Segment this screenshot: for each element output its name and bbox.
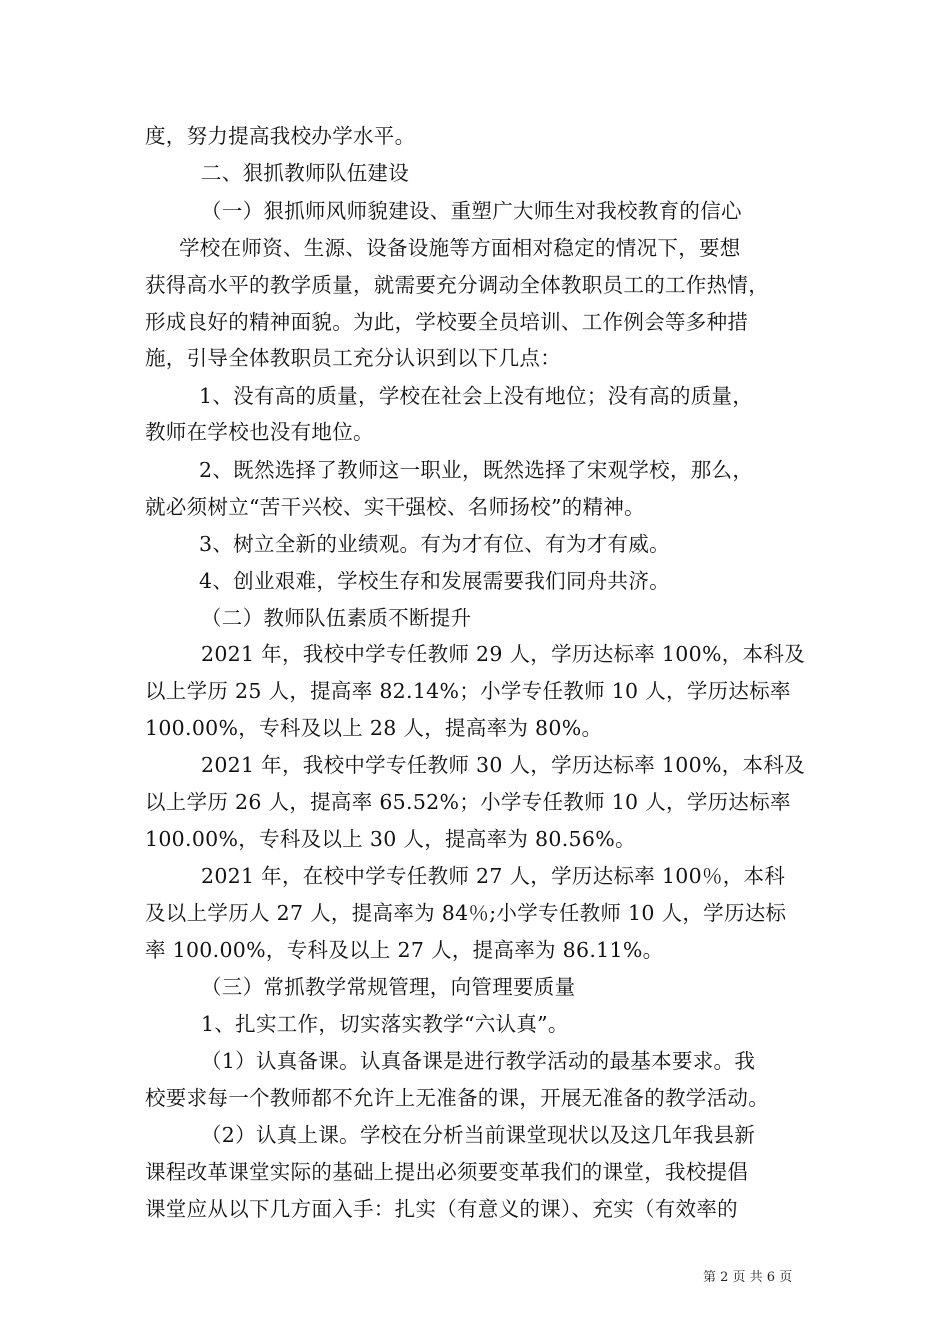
text-line: 就必须树立“苦干兴校、实干强校、名师扬校”的精神。 xyxy=(145,495,645,519)
subsection-heading: （一）狠抓师风师貌建设、重塑广大师生对我校教育的信心 xyxy=(201,199,742,223)
text-line: 及以上学历人 27 人，提高率为 84％;小学专任教师 10 人，学历达标 xyxy=(145,901,787,925)
list-item: 2、既然选择了教师这一职业，既然选择了宋观学校，那么， xyxy=(199,458,754,482)
text-line: 2021 年，在校中学专任教师 27 人，学历达标率 100％，本科 xyxy=(201,864,786,888)
text-line: 获得高水平的教学质量，就需要充分调动全体教职员工的工作热情， xyxy=(145,273,769,297)
text-line: 教师在学校也没有地位。 xyxy=(145,420,374,444)
text-line: 2021 年，我校中学专任教师 30 人，学历达标率 100%，本科及 xyxy=(201,753,805,777)
section-heading: 二、狠抓教师队伍建设 xyxy=(201,161,409,185)
text-line: 校要求每一个教师都不允许上无准备的课，开展无准备的教学活动。 xyxy=(145,1086,769,1110)
text-line: 2021 年，我校中学专任教师 29 人，学历达标率 100%，本科及 xyxy=(201,642,805,666)
text-line: 100.00%，专科及以上 30 人，提高率为 80.56%。 xyxy=(145,827,636,851)
text-line: 100.00%，专科及以上 28 人，提高率为 80%。 xyxy=(145,716,603,740)
text-line: 课堂应从以下几方面入手：扎实（有意义的课）、充实（有效率的 xyxy=(145,1197,738,1221)
subsection-heading: （二）教师队伍素质不断提升 xyxy=(201,606,472,630)
text-line: 学校在师资、生源、设备设施等方面相对稳定的情况下，要想 xyxy=(179,236,741,260)
text-line: 以上学历 26 人，提高率 65.52%；小学专任教师 10 人，学历达标率 xyxy=(145,790,791,814)
list-item: （1）认真备课。认真备课是进行教学活动的最基本要求。我 xyxy=(201,1049,756,1073)
text-line: 施，引导全体教职员工充分认识到以下几点： xyxy=(145,346,561,370)
text-line: 以上学历 25 人，提高率 82.14%；小学专任教师 10 人，学历达标率 xyxy=(145,679,791,703)
text-line: 率 100.00%，专科及以上 27 人，提高率为 86.11%。 xyxy=(145,938,664,962)
text-line: 形成良好的精神面貌。为此，学校要全员培训、工作例会等多种措 xyxy=(145,310,749,334)
list-item: 3、树立全新的业绩观。有为才有位、有为才有威。 xyxy=(199,532,670,556)
subsection-heading: （三）常抓教学常规管理，向管理要质量 xyxy=(201,975,576,999)
list-item: 1、扎实工作，切实落实教学“六认真”。 xyxy=(201,1012,569,1036)
list-item: （2）认真上课。学校在分析当前课堂现状以及这几年我县新 xyxy=(201,1123,756,1147)
list-item: 4、创业艰难，学校生存和发展需要我们同舟共济。 xyxy=(199,569,670,593)
page-number: 第 2 页 共 6 页 xyxy=(703,1270,793,1285)
text-line: 课程改革课堂实际的基础上提出必须要变革我们的课堂，我校提倡 xyxy=(145,1160,749,1184)
text-line: 度，努力提高我校办学水平。 xyxy=(145,124,416,148)
list-item: 1、没有高的质量，学校在社会上没有地位；没有高的质量， xyxy=(199,384,754,408)
